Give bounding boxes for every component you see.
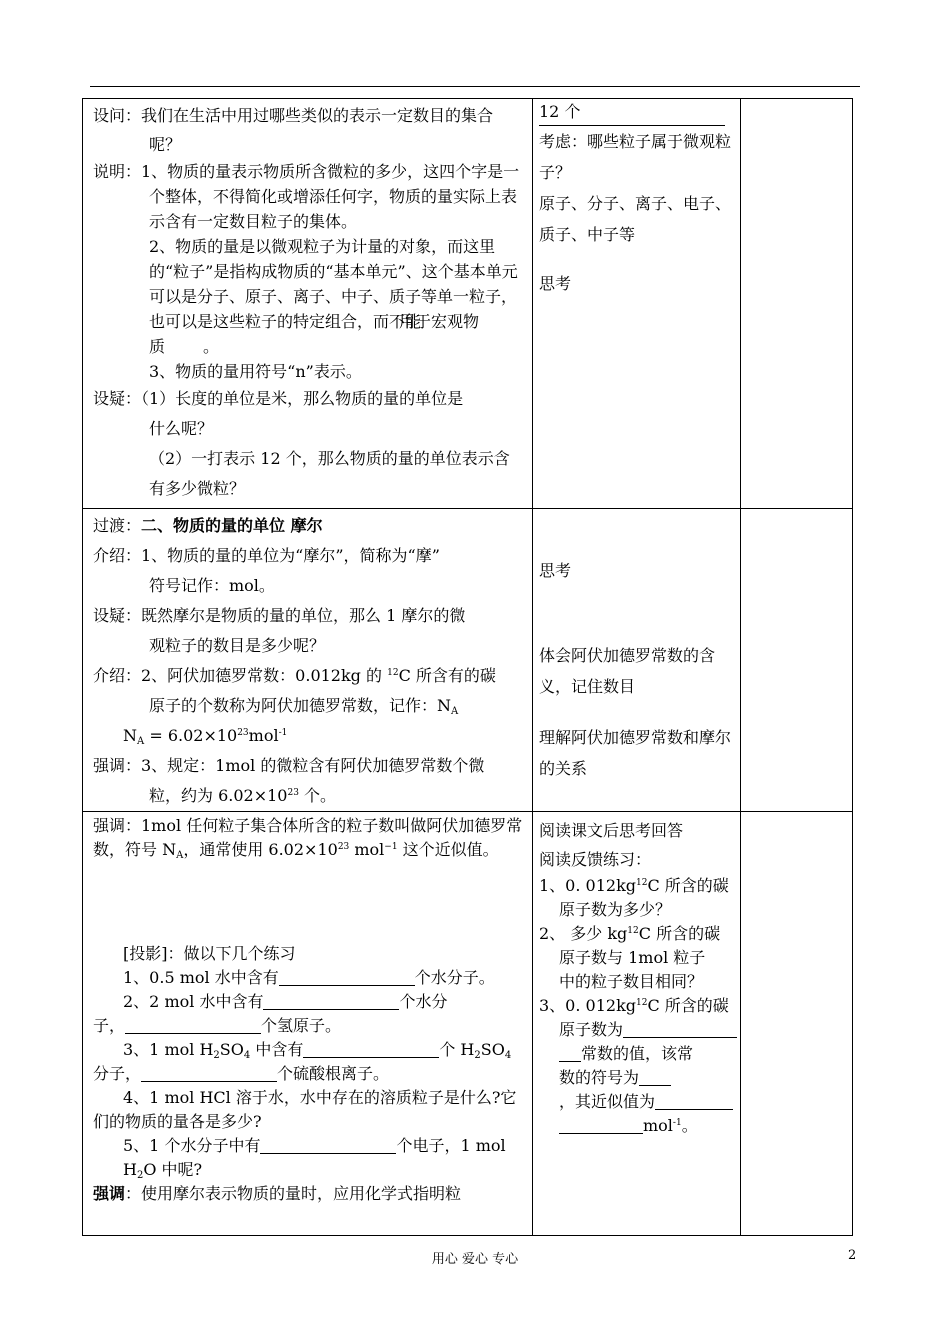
- explanation-3: 3、物质的量用符号“n”表示。: [149, 362, 362, 381]
- teacher-activity-cell: [83, 509, 533, 812]
- exercise-5: 5、1 个水分子中有 个电子，1 mol $H_2O$ 中呢?: [123, 1136, 506, 1181]
- explanation-1: 说明：1、物质的量表示物质所含微粒的多少，这四个字是一个整体，不得简化或增添任何字，物质的量实际上表示含有一定数目粒子的集体。: [93, 162, 520, 231]
- transition-line: 过渡：二、物质的量的单位 摩尔: [93, 516, 323, 535]
- intro-1-cont: 符号记作：mol。: [149, 576, 275, 595]
- student-activity-cell: [533, 509, 741, 812]
- read-and-answer: 阅读课文后思考回答: [539, 821, 684, 840]
- feedback-3-cont2: 常数的值，该常: [539, 1042, 734, 1066]
- emphasis-mol: 强调：1mol 任何粒子集合体所含的粒子数叫做阿伏加德罗常数，符号 $N_A$，通常使用 $6.02\times 10^{23}$ mol$^{-1}$ 这个近似值。: [93, 816, 523, 861]
- exercise-2: 2、2 mol 水中含有 个水分: [123, 992, 448, 1011]
- doubt-1: 设疑：（1）长度的单位是米，那么物质的量的单位是: [93, 389, 464, 408]
- exercise-3: 3、1 mol $H_2SO_4$ 中含有 个 $H_2SO_4$: [123, 1040, 512, 1061]
- consider-text: 考虑：哪些粒子属于微观粒子？: [539, 132, 732, 182]
- intro-2-cont: 原子的个数称为阿伏加德罗常数，记作：$N_A$: [149, 696, 459, 717]
- exercise-1: 1、0.5 mol 水中含有 个水分子。: [123, 968, 495, 987]
- avogadro-value: $N_A = 6.02\times 10^{23}mol^{-1}$: [123, 726, 288, 747]
- teacher-activity-cell: [83, 812, 533, 1236]
- question-text: 设问：我们在生活中用过哪些类似的表示一定数目的集合呢？: [93, 106, 494, 154]
- feedback-2-cont2: 中的粒子数目相同？: [559, 972, 704, 991]
- feedback-3: 3、0. $012kg^{12}C$ 所含的碳: [539, 996, 729, 1015]
- page-number: 2: [848, 1248, 857, 1263]
- feedback-3-cont4: ，其近似值为: [539, 1090, 734, 1114]
- doubt-3: 设疑：既然摩尔是物质的量的单位，那么 1 摩尔的微: [93, 606, 466, 625]
- doubt-3-cont: 观粒子的数目是多少呢？: [149, 636, 326, 655]
- feedback-3-cont5: mol$^{-1}$。: [539, 1114, 734, 1138]
- feedback-1-cont: 原子数为多少？: [559, 900, 672, 919]
- understand-avogadro: 体会阿伏加德罗常数的含义，记住数目: [539, 646, 716, 696]
- intro-1: 介绍：1、物质的量的单位为“摩尔”，简称为“摩”: [93, 546, 440, 565]
- student-activity-cell: [533, 812, 741, 1236]
- doubt-1-cont: 什么呢？: [149, 419, 214, 438]
- student-activity-cell: [533, 99, 741, 509]
- table-row: [83, 509, 853, 812]
- think-label: 思考: [539, 561, 572, 580]
- table-row: [83, 812, 853, 1236]
- header-rule: [90, 86, 860, 87]
- relation-note: 理解阿伏加德罗常数和摩尔的关系: [539, 728, 732, 778]
- teacher-activity-cell: [83, 99, 533, 509]
- emphasis-3: 强调：3、规定：1mol 的微粒含有阿伏加德罗常数个微: [93, 756, 485, 775]
- exercise-4: 4、1 mol HCl 溶于水，水中存在的溶质粒子是什么?它们的物质的量各是多少?: [93, 1088, 517, 1131]
- notes-cell: [741, 99, 853, 509]
- section-heading: 二、物质的量的单位 摩尔: [141, 516, 323, 535]
- exercise-2-cont: 子， 个氢原子。: [93, 1016, 342, 1035]
- answer-12: 12 个: [539, 99, 725, 126]
- particle-list: 原子、分子、离子、电子、质子、中子等: [539, 194, 732, 244]
- explanation-2: 2、物质的量是以微观粒子为计量的对象，而这里的“粒子”是指构成物质的“基本单元”、这个基本单元可以是分子、原子、离子、中子、质子等单一粒子，也可以是这些粒子的特定组合，而不能用于宏观物质 。: [149, 237, 518, 356]
- feedback-label: 阅读反馈练习：: [539, 850, 652, 869]
- footer-motto: 用心 爱心 专心: [431, 1252, 519, 1267]
- projection-label: [投影]：做以下几个练习: [123, 944, 296, 963]
- final-emphasis: 强调：使用摩尔表示物质的量时，应用化学式指明粒: [93, 1184, 462, 1203]
- feedback-2-cont: 原子数与 1mol 粒子: [559, 948, 706, 967]
- notes-cell: [741, 509, 853, 812]
- intro-2: 介绍：2、阿伏加德罗常数：0.012kg 的 $^{12}$C 所含有的碳: [93, 666, 496, 685]
- table-row: [83, 99, 853, 509]
- notes-cell: [741, 812, 853, 1236]
- emphasis-3-cont: 粒，约为 $6.02\times 10^{23}$ 个。: [149, 786, 337, 805]
- exercise-3-cont: 分子， 个硫酸根离子。: [93, 1064, 390, 1083]
- feedback-3-cont3: 数的符号为: [539, 1066, 734, 1090]
- lesson-table: [82, 98, 853, 1236]
- doubt-2: （2）一打表示 12 个，那么物质的量的单位表示含有多少微粒？: [149, 449, 510, 498]
- think-label: 思考: [539, 274, 572, 293]
- feedback-2: 2、 多少 $kg^{12}C$ 所含的碳: [539, 924, 721, 943]
- feedback-1: 1、0. $012kg^{12}C$ 所含的碳: [539, 876, 729, 895]
- feedback-3-cont: 原子数为: [539, 1018, 734, 1042]
